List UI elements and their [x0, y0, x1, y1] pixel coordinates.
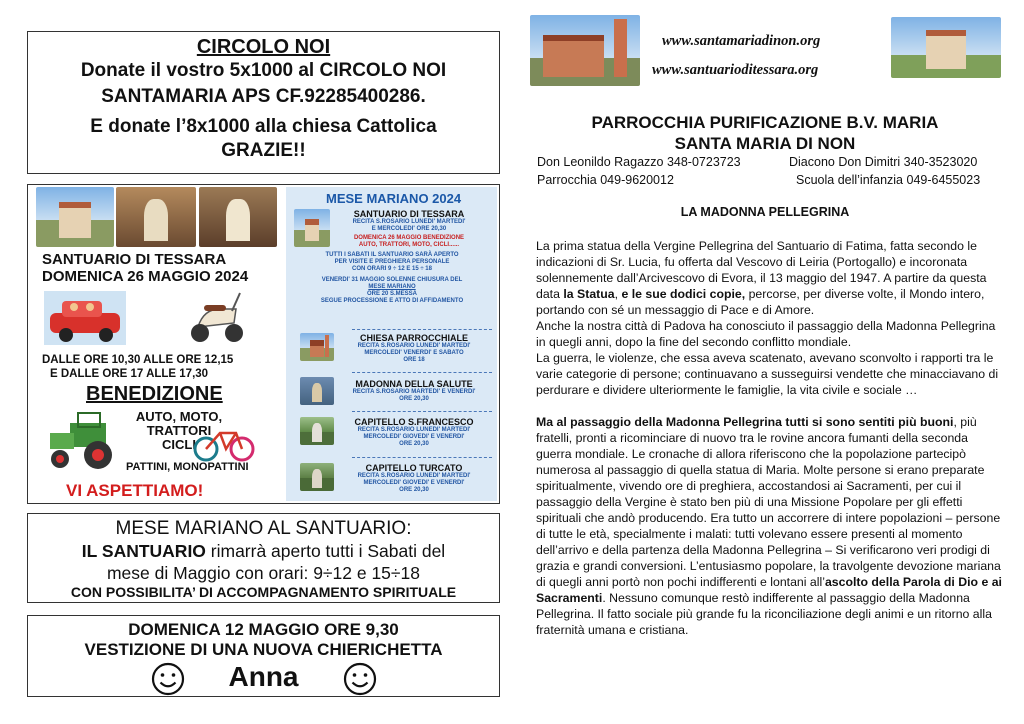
poster-title [42, 251, 276, 285]
contact-parrocchia: Parrocchia 049-9620012 [537, 173, 674, 187]
mese-mariano-line-4: CON POSSIBILITA’ DI ACCOMPAGNAMENTO SPIRITUALE [70, 584, 457, 600]
posters-box [27, 184, 500, 504]
tessara-line-4: AUTO, TRATTORI, MOTO, CICLI...... [358, 242, 460, 248]
vehicles-line-1: AUTO, MOTO, [135, 409, 223, 424]
tessara-line-5: TUTTI I SABATI IL SANTUARIO SARÀ APERTO [325, 252, 459, 258]
parish-name-line-2: SANTA MARIA DI NON [674, 134, 856, 153]
altar-photo [199, 187, 277, 247]
bicycle-illustration [192, 423, 256, 463]
domenica-box [27, 615, 500, 697]
article-p4-end: . Nessuno comunque restò indifferente al passaggio della Madonna Pellegrina. Il fatto sociale più grande fu la riconciliazione degli animi e un ritorno alla fraternità umana e cristiana. [536, 591, 992, 637]
separator [352, 411, 492, 412]
turcato-line-3: ORE 20,30 [399, 487, 429, 493]
tessara-line-10: ORE 20 S.MESSA [366, 291, 417, 297]
vi-aspettiamo-text: VI ASPETTIAMO! [66, 481, 204, 500]
circolo-noi-box [27, 31, 500, 174]
tessara-heading: SANTUARIO DI TESSARA [353, 209, 465, 219]
francesco-line-1: RECITA S.ROSARIO LUNEDI' MARTEDI' [357, 427, 471, 433]
francesco-line-2: MERCOLEDI' GIOVEDI' E VENERDI' [363, 434, 465, 440]
poster-hours-2: E DALLE ORE 17 ALLE 17,30 [50, 368, 209, 380]
article-p1-end: percorse, per diverse volte, il Mondo intero, portando con sé un messaggio di Pace e di Amore. [536, 287, 985, 317]
vehicles-line-2: TRATTORI [146, 423, 212, 438]
poster-title-2: DOMENICA 26 MAGGIO 2024 [42, 268, 249, 285]
domenica-line-1: DOMENICA 12 MAGGIO ORE 9,30 [128, 620, 399, 639]
circolo-line-2: SANTAMARIA APS CF.92285400286. [101, 86, 426, 107]
section-salute [292, 379, 492, 403]
parrocchiale-heading: CHIESA PARROCCHIALE [359, 333, 468, 343]
section-tessara [292, 209, 492, 305]
pattini-text: PATTINI, MONOPATTINI [126, 461, 249, 473]
contact-parroco: Don Leonildo Ragazzo 348-0723723 [537, 155, 741, 169]
vehicles-line-3: CICLI [162, 437, 196, 452]
circolo-title: CIRCOLO NOI [196, 36, 331, 58]
website-santuarioditessara[interactable]: www.santuarioditessara.org [652, 62, 819, 78]
section-parrocchiale [292, 333, 492, 364]
poster-title-1: SANTUARIO DI TESSARA [42, 251, 227, 268]
article-p4-bold-1: Ma al passaggio della Madonna Pellegrina tutti si sono sentiti più buoni [536, 415, 954, 429]
turcato-line-2: MERCOLEDI' GIOVEDI' E VENERDI' [363, 480, 465, 486]
article-paragraph-1 [536, 238, 1006, 318]
francesco-heading: CAPITELLO S.FRANCESCO [354, 417, 474, 427]
mese-mariano-poster-title: MESE MARIANO 2024 [326, 191, 462, 206]
mese-mariano-line-2-rest: rimarrà aperto tutti i Sabati del [205, 541, 446, 561]
article-p4-text: , più fratelli, pronti a ricominciare di nuovo tra le rovine ancora fumanti della seconda guerra mondiale. Le cronache di allora riferiscono che la popolazione partecipò numerosa al passaggio di quella statua di Maria. Molte persone si erano preparate spiritualmente, vivendo ore di preghiera, accostandosi ai Sacramenti, per cui il passaggio della Vergine è stato ben più di una Missione Popolare per gli effetti spirituali che andò producendo. Era tutto un accorrere di intere popolazioni – persone di tutte le età, specialmente i malati: tutti volevano essere presenti al momento dell’arrivo e della partenza della Madonna Pellegrina – Si verificarono veri prodigi di grazia e grandi conversioni. L’entusiasmo popolare, la travolgente devozione mariana di quegli anni portò non pochi indifferenti e lontani all’ [536, 415, 1001, 589]
francesco-line-3: ORE 20,30 [399, 441, 429, 447]
benedizione-poster [34, 187, 279, 501]
section-francesco [292, 417, 492, 448]
tessara-line-3: DOMENICA 26 MAGGIO BENEDIZIONE [353, 235, 465, 241]
chierichetta-name: Anna [228, 661, 299, 692]
contact-scuola: Scuola dell’infanzia 049-6455023 [796, 173, 981, 187]
poster-hours [42, 353, 278, 381]
article-p1-bold-2: e le sue dodici copie, [621, 287, 746, 301]
il-santuario-bold: IL SANTUARIO [81, 541, 206, 561]
poster-hours-1: DALLE ORE 10,30 ALLE ORE 12,15 [42, 354, 234, 366]
tessara-line-1: RECITA S.ROSARIO LUNEDI' MARTEDI' [352, 219, 466, 225]
turcato-line-1: RECITA S.ROSARIO LUNEDI' MARTEDI' [357, 473, 471, 479]
separator [352, 372, 492, 373]
smiley-icon [343, 662, 377, 696]
parish-name-line-1: PARROCCHIA PURIFICAZIONE B.V. MARIA [591, 113, 939, 132]
mese-mariano-heading [28, 518, 499, 540]
contact-diacono: Diacono Don Dimitri 340-3523020 [789, 155, 978, 169]
section-turcato [292, 463, 492, 494]
article-p1-text: La prima statua della Vergine Pellegrina del Santuario di Fatima, fatta secondo le indicazioni di Sr. Lucia, fu offerta dal Vescovo di Leiria (Portogallo) e incoronata solennemente dall’Arcivescovo di Evora, il 13 maggio del 1947. A partire da questa data [536, 239, 987, 301]
mese-mariano-poster [286, 187, 497, 501]
benedizione-heading: BENEDIZIONE [86, 383, 223, 405]
sanctuary-photo [891, 17, 1001, 78]
parrocchiale-line-3: ORE 18 [403, 357, 425, 363]
smiley-icon [151, 662, 185, 696]
article-paragraph-2: Anche la nostra città di Padova ha conosciuto il passaggio della Madonna Pellegrina in quegli anni, dopo la fine del secondo conflitto mondiale. [536, 319, 996, 349]
salute-line-1: RECITA S.ROSARIO MARTEDI' E VENERDI' [352, 389, 476, 395]
circolo-line-3: E donate l’8x1000 alla chiesa Cattolica [90, 116, 437, 137]
mese-mariano-heading-text: MESE MARIANO AL SANTUARIO: [115, 518, 412, 539]
turcato-heading: CAPITELLO TURCATO [365, 463, 463, 473]
website-santamariadinon[interactable]: www.santamariadinon.org [662, 33, 821, 49]
car-illustration [44, 291, 126, 345]
mese-mariano-line-2 [28, 540, 499, 562]
scooter-illustration [184, 287, 248, 345]
article-p1-comma: , [614, 287, 622, 301]
sanctuary-interior-photo [116, 187, 196, 247]
domenica-line-2: VESTIZIONE DI UNA NUOVA CHIERICHETTA [84, 640, 443, 659]
parish-contacts [537, 154, 1017, 188]
separator [352, 329, 492, 330]
tessara-line-8: VENERDI' 31 MAGGIO SOLENNE CHIUSURA DEL [321, 277, 463, 283]
parrocchiale-line-2: MERCOLEDI' VENERDI' E SABATO [364, 350, 464, 356]
parrocchiale-line-1: RECITA S.ROSARIO LUNEDI' MARTEDI' [357, 343, 471, 349]
tessara-line-11: SEGUE PROCESSIONE E ATTO DI AFFIDAMENTO [320, 298, 464, 304]
tessara-line-7: CON ORARI 9 ÷ 12 E 15 ÷ 18 [352, 266, 432, 272]
article-paragraph-4 [536, 414, 1006, 638]
circolo-line-4: GRAZIE!! [221, 140, 306, 161]
circolo-line-1: Donate il vostro 5x1000 al CIRCOLO NOI [80, 60, 447, 81]
sanctuary-exterior-photo [36, 187, 114, 247]
article-body [536, 238, 1006, 638]
domenica-name-line [28, 660, 499, 696]
salute-heading: MADONNA DELLA SALUTE [355, 379, 473, 389]
tessara-line-9: MESE MARIANO [368, 284, 416, 290]
mese-mariano-line-3: mese di Maggio con orari: 9÷12 e 15÷18 [106, 563, 420, 583]
article-p1-bold-1: la Statua [563, 287, 615, 301]
tractor-illustration [40, 409, 130, 471]
salute-line-2: ORE 20,30 [399, 396, 429, 402]
separator [352, 457, 492, 458]
parish-church-photo [530, 15, 640, 86]
article-p4-bold-2: ascolto della Parola di Dio e ai Sacramenti [536, 575, 1002, 605]
article-title: LA MADONNA PELLEGRINA [680, 205, 850, 219]
article-paragraph-3: La guerra, le violenze, che essa aveva scatenato, avevano sconvolto i rapporti tra le varie categorie di persone; continuavano a susseguirsi vendette che minacciavano di perdurare e dividere ulteriormente le famiglie, la vita civile e sociale … [536, 351, 999, 397]
mese-mariano-box [27, 513, 500, 603]
tessara-line-2: E MERCOLEDI' ORE 20,30 [371, 226, 447, 232]
tessara-line-6: PER VISITE E PREGHIERA PERSONALE [334, 259, 450, 265]
